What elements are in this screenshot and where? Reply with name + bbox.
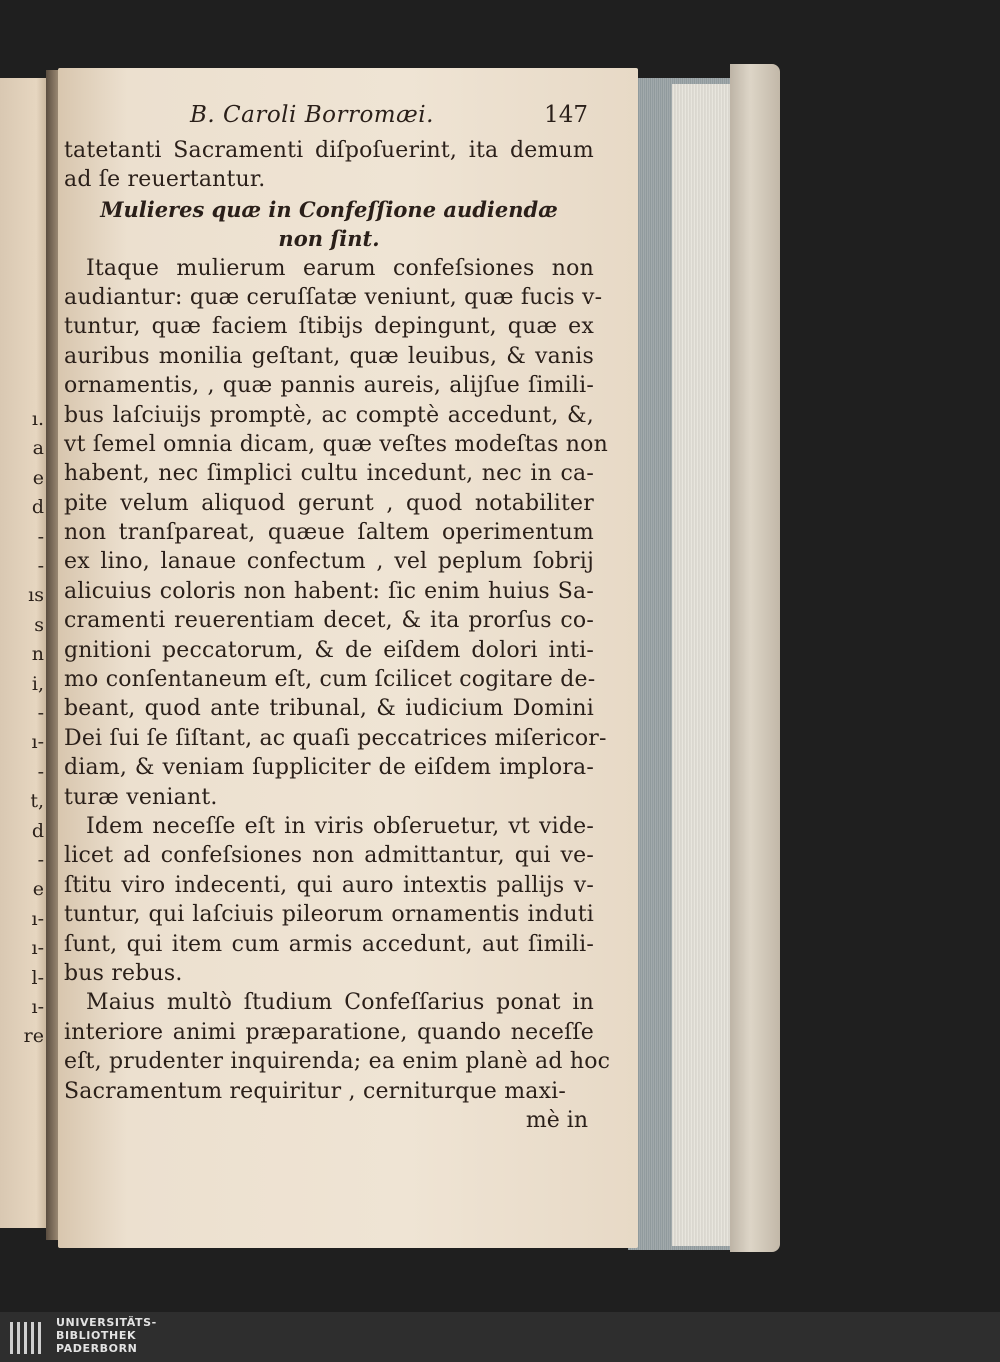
text-line: cramenti reuerentiam decet, & ita prorſus co- (64, 608, 594, 634)
catchword: mè in (525, 1107, 588, 1133)
text-line: gnitioni peccatorum, & de eiſdem dolori inti- (64, 637, 594, 663)
paragraph-preparation (64, 988, 611, 1106)
text-line: audiantur: quæ ceruſſatæ veniunt, quæ fucis v- (64, 284, 603, 310)
text-line: ſunt, qui item cum armis accedunt, aut ſimili- (64, 931, 594, 957)
text-line: Maius multò ſtudium Confeſſarius ponat in (86, 990, 594, 1016)
left-page-fragment: ıs (28, 584, 44, 607)
text-line: ex lino, lanaue confectum , vel peplum ſobrij (64, 549, 594, 575)
header-row (64, 100, 594, 136)
left-page-fragment: - (37, 849, 44, 871)
text-line: pite velum aliquod gerunt , quod notabiliter (64, 490, 594, 516)
text-line: turæ veniant. (64, 784, 218, 810)
left-page-fragment: - (37, 555, 44, 577)
left-page-fragment: n (31, 643, 44, 666)
text-line: diam, & veniam ſuppliciter de eiſdem implora- (64, 755, 594, 781)
text-line: ornamentis, , quæ pannis aureis, alijſue ſimili- (64, 373, 594, 399)
left-page-fragment: e (32, 466, 44, 489)
text-line: non tranſpareat, quæue ſaltem operimentum (64, 520, 594, 546)
library-name-line3: PADERBORN (56, 1342, 138, 1355)
text-line: auribus monilia geſtant, quæ leuibus, & vanis (64, 343, 594, 369)
left-page-fragment: a (32, 437, 44, 460)
section-heading (64, 195, 594, 254)
paragraph-women (64, 254, 608, 812)
text-line: mo conſentaneum eſt, cum ſcilicet cogitare de- (64, 667, 596, 693)
text-line: bus rebus. (64, 960, 183, 986)
left-page-fragment: d (31, 819, 44, 842)
text-line: tatetanti Sacramenti diſpoſuerint, ita demum (64, 138, 594, 163)
text-line: Idem neceſſe eſt in viris obſeruetur, vt vide- (86, 813, 594, 839)
left-page-fragment: s (34, 613, 44, 636)
text-line: tuntur, quæ faciem ſtibijs depingunt, quæ ex (64, 314, 594, 340)
text-line: interiore animi præparatione, quando neceſſe (64, 1019, 594, 1045)
library-name-line2: BIBLIOTHEK (56, 1329, 137, 1342)
left-page-fragment: ı- (31, 731, 44, 754)
text-line: vt ſemel omnia dicam, quæ veſtes modeſtas non (64, 431, 608, 457)
text-line: bus laſciuijs promptè, ac comptè accedunt, &, (64, 402, 594, 428)
left-page-fragment: d (31, 496, 44, 519)
running-head: B. Caroli Borromæi. (190, 102, 434, 128)
paragraph-men (64, 812, 594, 988)
text-line: eſt, prudenter inquirenda; ea enim planè ad hoc (64, 1049, 611, 1075)
text-line: Itaque mulierum earum confeſsiones non (86, 255, 594, 281)
left-page-fragment: ı- (31, 996, 44, 1018)
left-page-fragment: t, (30, 790, 44, 813)
heading-line: non ſint. (278, 226, 380, 252)
text-line: alicuius coloris non habent: ſic enim huius Sa- (64, 578, 594, 604)
left-page-fragment: l- (31, 966, 44, 989)
page-number: 147 (544, 102, 588, 128)
left-page-fragment: - (37, 702, 44, 724)
page-edges-light (672, 84, 734, 1246)
left-page-fragment: i, (31, 672, 44, 695)
left-page-fragment: re (23, 1025, 44, 1048)
text-line: habent, nec ſimplici cultu incedunt, nec in ca- (64, 461, 594, 487)
left-page-fragment: - (37, 525, 44, 548)
text-line: beant, quod ante tribunal, & iudicium Domini (64, 696, 594, 722)
text-line: tuntur, qui laſciuis pileorum ornamentis induti (64, 902, 594, 928)
left-page-fragment: ı- (31, 937, 44, 960)
library-footer (0, 1312, 1000, 1362)
page-text-block (64, 100, 611, 1135)
left-page-fragment: ı- (31, 907, 44, 930)
left-page-fragment: e (32, 878, 44, 901)
left-page-edge (0, 78, 52, 1228)
text-line: Sacramentum requiritur , cerniturque maxi- (64, 1078, 567, 1104)
library-logo-icon (8, 1318, 48, 1358)
text-line: ſtitu viro indecenti, qui auro intextis pallijs v- (64, 872, 594, 898)
text-line: ad ſe reuertantur. (64, 167, 266, 193)
left-page-fragment: - (37, 760, 44, 783)
heading-line: Mulieres quæ in Confeſſione audiendæ (100, 196, 558, 222)
text-line: licet ad confeſsiones non admittantur, qui ve- (64, 843, 594, 869)
library-name (56, 1316, 157, 1355)
left-page-fragment: ı. (31, 408, 44, 430)
paragraph-continuation (64, 136, 594, 195)
text-line: Dei ſui ſe ſiſtant, ac quaſi peccatrices miſericor- (64, 725, 607, 751)
book-cover-edge (730, 64, 780, 1252)
library-name-line1: UNIVERSITÄTS- (56, 1316, 157, 1329)
